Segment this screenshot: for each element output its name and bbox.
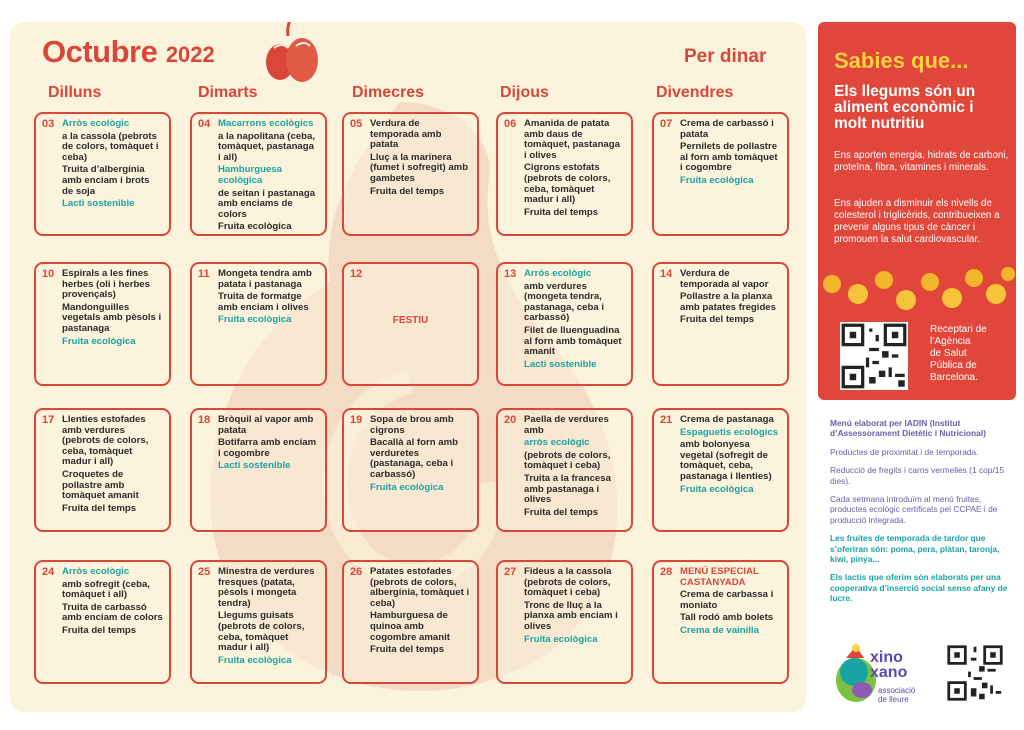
day-cell — [34, 408, 171, 532]
menu-dish: Pollastre a la planxa amb patates fregides — [680, 291, 776, 313]
menu-dish: a la cassola (pebrots de colors, tomàquet i ceba) — [62, 130, 159, 163]
day-header-thursday: Dijous — [500, 84, 549, 101]
menu-dish: Fruita del temps — [62, 502, 137, 514]
day-cell — [34, 262, 171, 386]
menu-dish: Fruita ecològica — [218, 221, 292, 233]
day-header-wednesday: Dimecres — [352, 84, 425, 101]
menu-dish: Arròs ecològic — [62, 566, 130, 577]
day-cell — [190, 408, 327, 532]
menu-dish: Fruita del temps — [524, 206, 599, 218]
eggplant-icon — [258, 22, 326, 92]
day-cell — [496, 262, 633, 386]
day-cell — [190, 560, 327, 684]
day-header-monday: Dilluns — [48, 84, 102, 101]
menu-dish: amb sofregit (ceba, tomàquet i all) — [62, 578, 150, 601]
menu-dish: Verdura de temporada amb patata — [370, 118, 442, 151]
menu-dish: Mandonguilles vegetals amb pèsols i pastanaga — [62, 301, 162, 334]
day-cell — [190, 112, 327, 236]
day-number: 04 — [198, 118, 211, 130]
menu-dish: Fruita ecològica — [218, 654, 292, 666]
menu-dish: (pebrots de colors, tomàquet i ceba) — [524, 449, 611, 472]
menu-dish: Lacti sostenible — [218, 460, 291, 472]
menu-dish: Pernilets de pollastre al forn amb tomàquet i cogombre — [680, 141, 778, 174]
menu-dish: Botifarra amb enciam i cogombre — [218, 437, 317, 459]
info-box — [818, 22, 1016, 400]
menu-dish: Tronc de lluç a la planxa amb enciam i olives — [524, 599, 618, 632]
menu-dish: Filet de lluenguadina al forn amb tomàquet amanit — [524, 324, 622, 358]
day-cell — [652, 262, 789, 386]
recipe-credit: Receptari de l’Agència de Salut Pública de Barcelona. — [930, 324, 987, 383]
day-header-tuesday: Dimarts — [198, 84, 258, 101]
menu-dish: Truita d’albergínia amb enciam i brots de soja — [62, 164, 150, 197]
menu-dish: Tall rodó amb bolets — [680, 612, 774, 624]
day-header-friday: Divendres — [656, 84, 734, 101]
day-number: 28 — [660, 566, 673, 578]
day-cell — [34, 112, 171, 236]
menu-dish: Lluç a la marinera (fumet i sofregit) amb gambetes — [370, 151, 469, 184]
day-cell — [652, 560, 789, 684]
day-number: 03 — [42, 118, 55, 130]
day-number: 17 — [42, 414, 55, 426]
menu-dish: Bacallà al forn amb verduretes (pastanaga, ceba i carbassó) — [370, 437, 458, 480]
qr-code-icon[interactable] — [840, 322, 908, 390]
menu-dish: Truita de formatge amb enciam i olives — [218, 291, 309, 313]
day-cell — [496, 560, 633, 684]
info-heading: Sabies que... — [834, 48, 969, 73]
menu-dish: Hamburguesa ecològica — [218, 164, 282, 186]
day-number: 10 — [42, 268, 55, 280]
note-text: Reducció de fregits i carns vermelles (1 cop/15 dies). — [830, 465, 1005, 486]
menu-dish: Fideus a la cassola (pebrots de colors, tomàquet i ceba) — [524, 566, 612, 599]
menu-dish: Patates estofades (pebrots de colors, albergínia, tomàquet i ceba) — [370, 566, 470, 609]
day-number: 13 — [504, 268, 517, 280]
menu-dish: arròs ecològic — [524, 437, 590, 449]
day-cell — [342, 560, 479, 684]
menu-dish: Lacti sostenible — [62, 198, 135, 210]
day-cell — [652, 408, 789, 532]
day-cell — [342, 262, 479, 386]
day-number: 05 — [350, 118, 363, 130]
menu-dish: Hamburguesa de quinoa amb cogombre amanit — [370, 610, 450, 643]
note-text: Cada setmana introduïm al menú fruites, productes ecològic certificats pel CCPAE i de producció integrada. — [830, 494, 998, 525]
chickpeas-icon — [818, 262, 1016, 322]
menu-dish: MENÚ ESPECIAL CASTANYADA — [680, 566, 759, 588]
menu-dish: Truita de carbassó amb enciam de colors — [62, 601, 163, 624]
menu-dish: Sopa de brou amb cigrons — [370, 414, 454, 436]
day-number: 27 — [504, 566, 517, 578]
day-number: 25 — [198, 566, 211, 578]
menu-dish: Fruita ecològica — [680, 483, 754, 495]
day-number: 07 — [660, 118, 673, 130]
day-cell — [496, 408, 633, 532]
menu-dish: Espaguetis ecològics — [680, 426, 779, 438]
day-number: 20 — [504, 414, 517, 426]
menu-dish: Fruita del temps — [524, 506, 599, 518]
logo-wordmark: xino xano — [870, 649, 908, 681]
holiday-label: FESTIU — [392, 315, 429, 326]
menu-dish: Fruita ecològica — [524, 633, 598, 645]
menu-dish: amb bolonyesa vegetal (sofregit de tomàquet, ceba, pastanaga i llenties) — [680, 439, 772, 482]
menu-notes — [830, 418, 1016, 612]
year-label: 2022 — [165, 42, 215, 67]
menu-dish: Cigrons estofats (pebrots de colors, ceba, tomàquet madur i all) — [524, 162, 611, 206]
day-cell — [496, 112, 633, 236]
menu-dish: Macarrons ecològics — [218, 118, 314, 129]
info-paragraph: Ens aporten energia, hidrats de carboni, proteïna, fibra, vitamines i minerals. — [834, 150, 1009, 173]
menu-dish: Crema de carbassa i moniato — [680, 589, 774, 611]
day-number: 11 — [198, 268, 210, 280]
menu-panel — [10, 22, 806, 712]
qr-code-icon[interactable] — [946, 644, 1004, 702]
menu-dish: Crema de carbassó i patata — [680, 118, 774, 140]
menu-dish: Mongeta tendra amb patata i pastanaga — [218, 268, 312, 290]
menu-dish: Fruita ecològica — [62, 335, 136, 347]
day-cell — [342, 408, 479, 532]
menu-dish: Verdura de temporada al vapor — [680, 268, 769, 290]
meal-label: Per dinar — [684, 46, 767, 67]
day-number: 24 — [42, 566, 55, 578]
menu-dish: Fruita del temps — [62, 624, 137, 636]
info-lead: Els llegums són un aliment econòmic i molt nutritiu — [834, 83, 976, 132]
menu-dish: Llenties estofades amb verdures (pebrots de colors, ceba, tomàquet madur i all) — [62, 414, 149, 468]
day-number: 06 — [504, 118, 517, 130]
note-text: Menú elaborat per IADIN (Institut d’Assessorament Dietètic i Nutricional) — [830, 418, 986, 439]
menu-dish: Fruita ecològica — [680, 174, 754, 186]
day-cell — [652, 112, 789, 236]
menu-dish: Lacti sostenible — [524, 358, 597, 370]
note-text: Els lactis que oferim són elaborats per una cooperativa d’inserció social sense afany de lucre. — [830, 572, 1008, 604]
menu-dish: Fruita ecològica — [370, 481, 444, 493]
day-number: 26 — [350, 566, 363, 578]
day-number: 18 — [198, 414, 211, 426]
menu-dish: Espirals a les fines herbes (oli i herbes provençals) — [62, 268, 150, 301]
menu-dish: Crema de vainilla — [680, 624, 759, 636]
note-text: Productes de proximitat i de temporada. — [830, 446, 979, 457]
menu-dish: de seitan i pastanaga amb enciams de colors — [218, 187, 316, 220]
menu-dish: Fruita ecològica — [218, 314, 292, 326]
day-cell — [34, 560, 171, 684]
menu-dish: Amanida de patata amb daus de tomàquet, pastanaga i olives — [524, 118, 620, 161]
menu-dish: Arròs ecològic — [62, 118, 130, 129]
day-number: 12 — [350, 268, 363, 280]
note-text: Les fruites de temporada de tardor que s’oferiran són: poma, pera, plàtan, taronja, kiwi, pinya... — [830, 533, 1000, 565]
menu-dish: Croquetes de pollastre amb tomàquet amanit — [62, 468, 139, 502]
menu-dish: amb verdures (mongeta tendra, pastanaga, ceba i carbassó) — [524, 280, 604, 324]
menu-dish: Bròquil al vapor amb patata — [218, 414, 314, 436]
menu-dish: Crema de pastanaga — [680, 414, 774, 425]
day-number: 21 — [660, 414, 673, 426]
info-paragraph: Ens ajuden a disminuir els nivells de colesterol i triglicèrids, contribueixen a prevenir alguns tipus de càncer i promouen la salut cardiovascular. — [834, 198, 1000, 245]
day-cell — [190, 262, 327, 386]
month-label: Octubre — [42, 34, 158, 69]
menu-dish: a la napolitana (ceba, tomàquet, pastanaga i all) — [218, 130, 316, 163]
day-cell — [342, 112, 479, 236]
menu-dish: Fruita del temps — [680, 314, 755, 326]
menu-dish: Paella de verdures amb — [524, 414, 609, 436]
menu-dish: Fruita del temps — [370, 185, 445, 197]
logo-subtitle: associació de lleure — [878, 686, 916, 704]
menu-dish: Llegums guisats (pebrots de colors, ceba, tomàquet madur i all) — [218, 610, 305, 654]
menu-dish: Arròs ecològic — [524, 268, 592, 279]
day-number: 14 — [660, 268, 673, 280]
menu-dish: Truita a la francesa amb pastanaga i olives — [524, 472, 611, 506]
menu-dish: Minestra de verdures fresques (patata, pèsols i mongeta tendra) — [218, 566, 315, 609]
day-number: 19 — [350, 414, 363, 426]
menu-dish: Fruita del temps — [370, 644, 445, 656]
page-title — [42, 34, 215, 70]
